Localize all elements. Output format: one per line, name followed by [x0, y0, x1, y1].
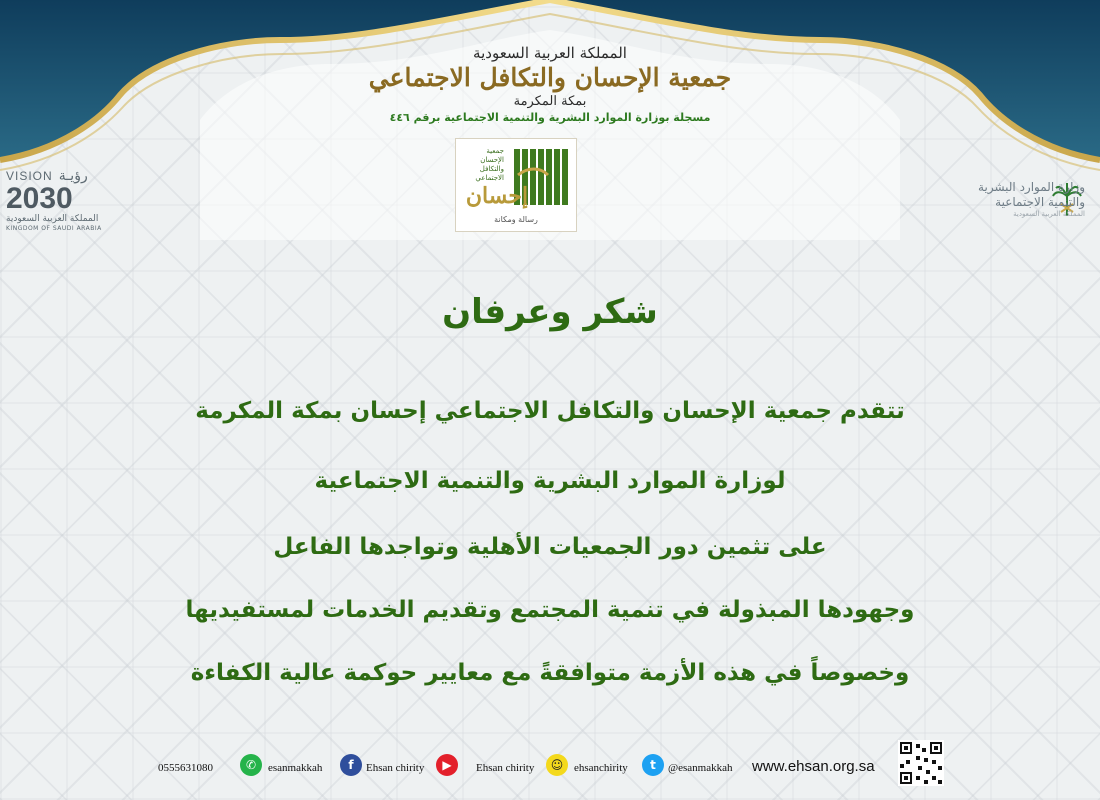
header — [300, 40, 800, 124]
body-line-3: على تثمين دور الجمعيات الأهلية وتواجدها الفاعل — [273, 534, 827, 560]
logo-tagline: رسالة ومكانة — [494, 215, 538, 224]
facebook-handle[interactable]: Ehsan chirity — [366, 762, 425, 774]
registration-note: مسجلة بوزارة الموارد البشرية والتنمية الاجتماعية برقم ٤٤٦ — [389, 111, 711, 124]
body-line-1: تتقدم جمعية الإحسان والتكافل الاجتماعي إحسان بمكة المكرمة — [195, 398, 905, 424]
phone-number: 0555631080 — [158, 762, 213, 774]
ministry-line3: المملكة العربية السعودية — [1013, 210, 1085, 218]
vision-2030-logo — [6, 168, 106, 232]
body-line-2: لوزارة الموارد البشرية والتنمية الاجتماعية — [314, 468, 786, 494]
qr-code-icon[interactable] — [898, 740, 944, 786]
ministry-line1: وزارة الموارد البشرية — [978, 180, 1085, 194]
footer-contacts — [0, 738, 1100, 800]
vision-kingdom-ar: المملكة العربية السعودية — [6, 214, 99, 224]
city-label: بمكة المكرمة — [513, 94, 587, 109]
website-link[interactable]: www.ehsan.org.sa — [752, 758, 875, 775]
youtube-icon[interactable]: ▶ — [436, 754, 458, 776]
kingdom-label: المملكة العربية السعودية — [473, 44, 627, 62]
whatsapp-icon[interactable]: ✆ — [240, 754, 262, 776]
page-title: شكر وعرفان — [442, 292, 658, 332]
facebook-icon[interactable]: f — [340, 754, 362, 776]
snapchat-icon[interactable]: ☺ — [546, 754, 568, 776]
twitter-icon[interactable]: t — [642, 754, 664, 776]
vision-label-ar: رؤيـة — [58, 168, 88, 184]
whatsapp-handle[interactable]: esanmakkah — [268, 762, 323, 774]
logo-side-text: جمعية الإحسان والتكافل الاجتماعي — [475, 147, 504, 182]
body-line-4: وجهودها المبذولة في تنمية المجتمع وتقديم الخدمات لمستفيديها — [185, 597, 915, 623]
vision-label-en: VISION — [6, 169, 53, 183]
association-name: جمعية الإحسان والتكافل الاجتماعي — [368, 63, 732, 92]
vision-year: 2030 — [6, 182, 73, 215]
twitter-handle[interactable]: @esanmakkah — [668, 762, 733, 774]
youtube-handle[interactable]: Ehsan chirity — [476, 762, 535, 774]
ministry-line2: والتنمية الاجتماعية — [995, 195, 1085, 209]
snapchat-handle[interactable]: ehsanchirity — [574, 762, 628, 774]
vision-kingdom-en: KINGDOM OF SAUDI ARABIA — [6, 225, 102, 232]
association-logo — [455, 138, 577, 232]
body-line-5: وخصوصاً في هذه الأزمة متوافقةً مع معايير حوكمة عالية الكفاءة — [190, 660, 910, 686]
logo-word: إحسان — [465, 183, 529, 209]
ministry-logo — [955, 180, 1085, 218]
